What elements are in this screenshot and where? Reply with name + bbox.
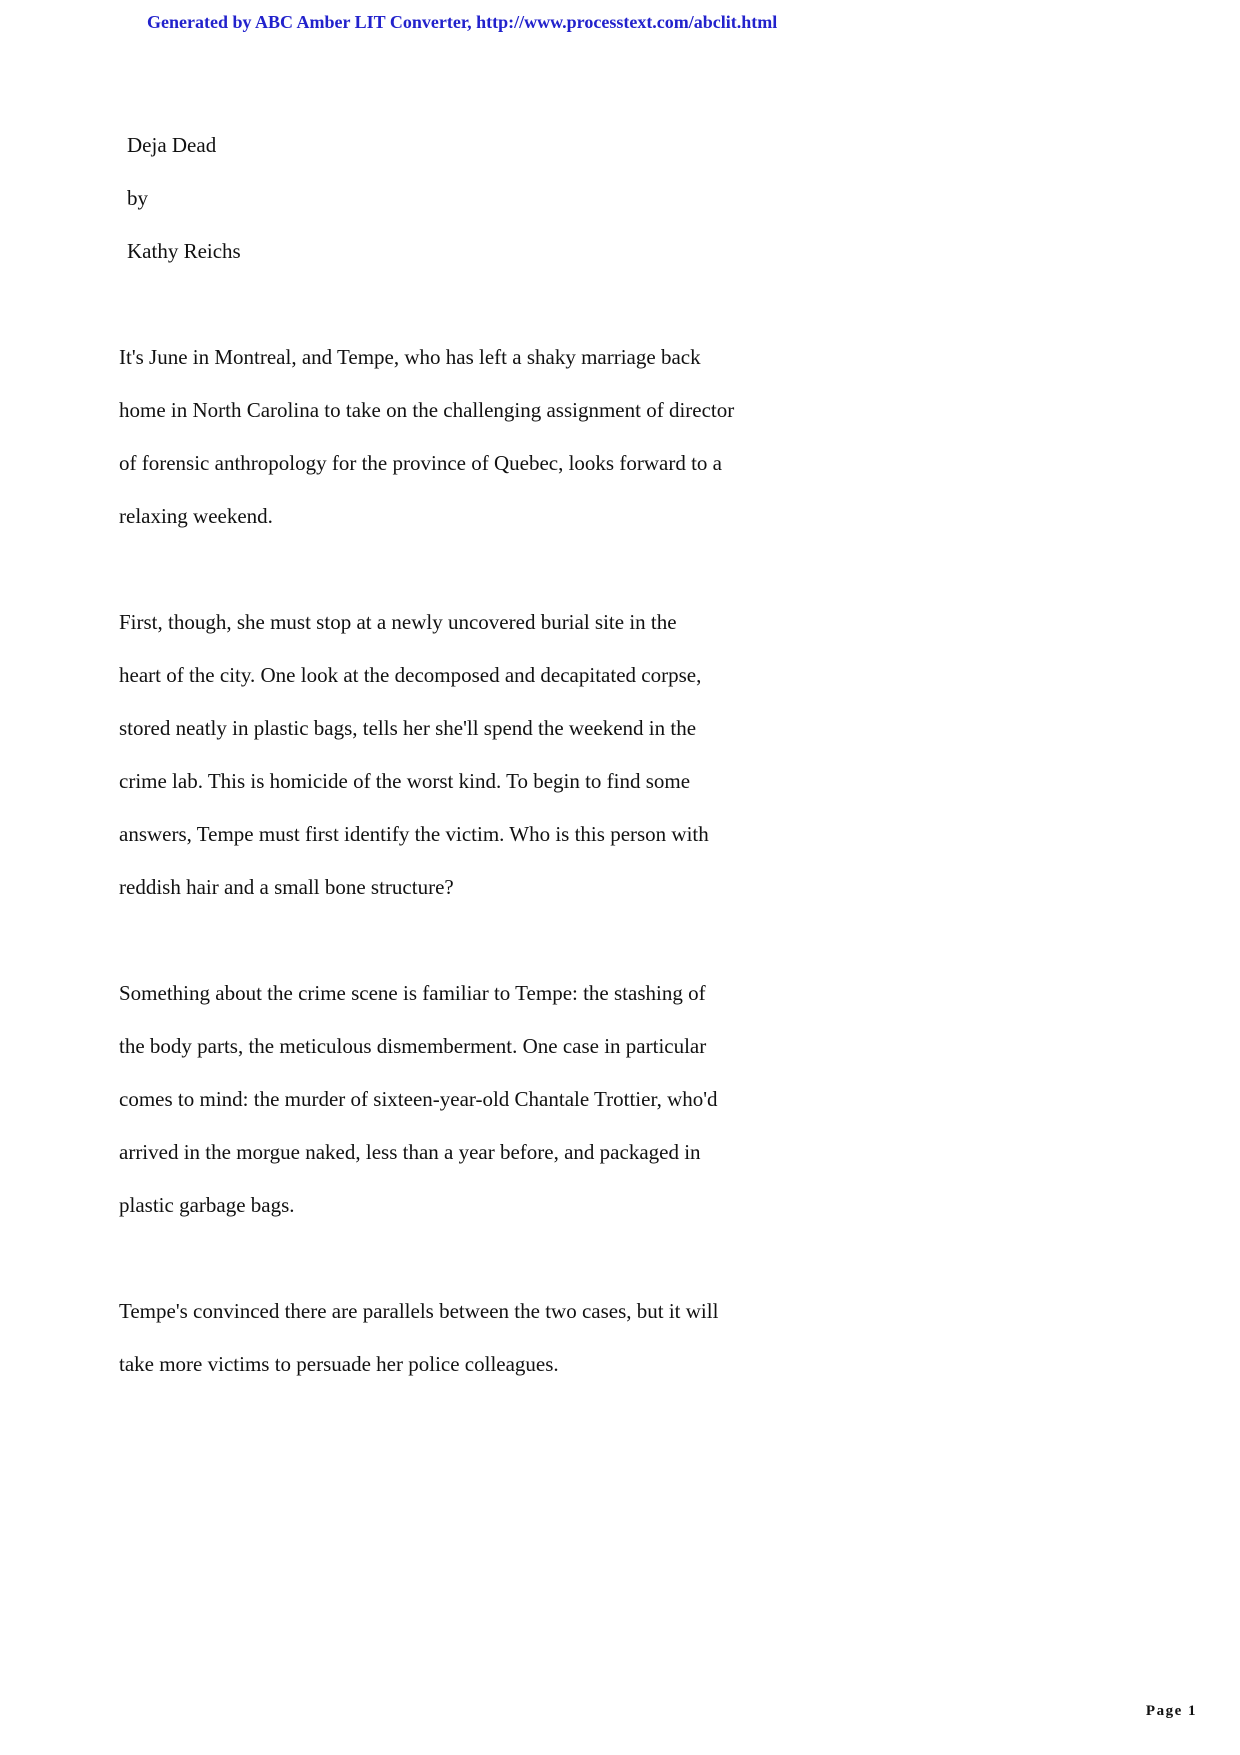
text-line: plastic garbage bags. bbox=[119, 1193, 295, 1217]
text-line: reddish hair and a small bone structure? bbox=[119, 875, 454, 899]
byline: by bbox=[127, 186, 148, 210]
text-line: stored neatly in plastic bags, tells her she'll spend the weekend in the bbox=[119, 716, 697, 740]
text-line: It's June in Montreal, and Tempe, who has left a shaky marriage back bbox=[119, 345, 701, 369]
title-block bbox=[127, 119, 899, 278]
book-title: Deja Dead bbox=[127, 133, 217, 157]
text-line: the body parts, the meticulous dismemberment. One case in particular bbox=[119, 1034, 707, 1058]
text-line: of forensic anthropology for the province of Quebec, looks forward to a bbox=[119, 451, 722, 475]
text-line: First, though, she must stop at a newly uncovered burial site in the bbox=[119, 610, 677, 634]
text-line: relaxing weekend. bbox=[119, 504, 273, 528]
text-line: arrived in the morgue naked, less than a year before, and packaged in bbox=[119, 1140, 701, 1164]
text-line: crime lab. This is homicide of the worst kind. To begin to find some bbox=[119, 769, 691, 793]
text-line: comes to mind: the murder of sixteen-year-old Chantale Trottier, who'd bbox=[119, 1087, 718, 1111]
paragraph-3 bbox=[119, 967, 899, 1232]
document-body bbox=[119, 119, 899, 1444]
text-line: heart of the city. One look at the decomposed and decapitated corpse, bbox=[119, 663, 702, 687]
paragraph-4 bbox=[119, 1285, 899, 1391]
text-line: take more victims to persuade her police colleagues. bbox=[119, 1352, 559, 1376]
text-line: Something about the crime scene is familiar to Tempe: the stashing of bbox=[119, 981, 706, 1005]
author-name: Kathy Reichs bbox=[127, 239, 241, 263]
text-line: Tempe's convinced there are parallels between the two cases, but it will bbox=[119, 1299, 719, 1323]
paragraph-1 bbox=[119, 331, 899, 543]
converter-attribution-link[interactable]: Generated by ABC Amber LIT Converter, http://www.processtext.com/abclit.html bbox=[147, 12, 778, 32]
text-line: answers, Tempe must first identify the victim. Who is this person with bbox=[119, 822, 709, 846]
text-line: home in North Carolina to take on the challenging assignment of director bbox=[119, 398, 735, 422]
page-number: Page 1 bbox=[1145, 1703, 1197, 1719]
paragraph-2 bbox=[119, 596, 899, 914]
